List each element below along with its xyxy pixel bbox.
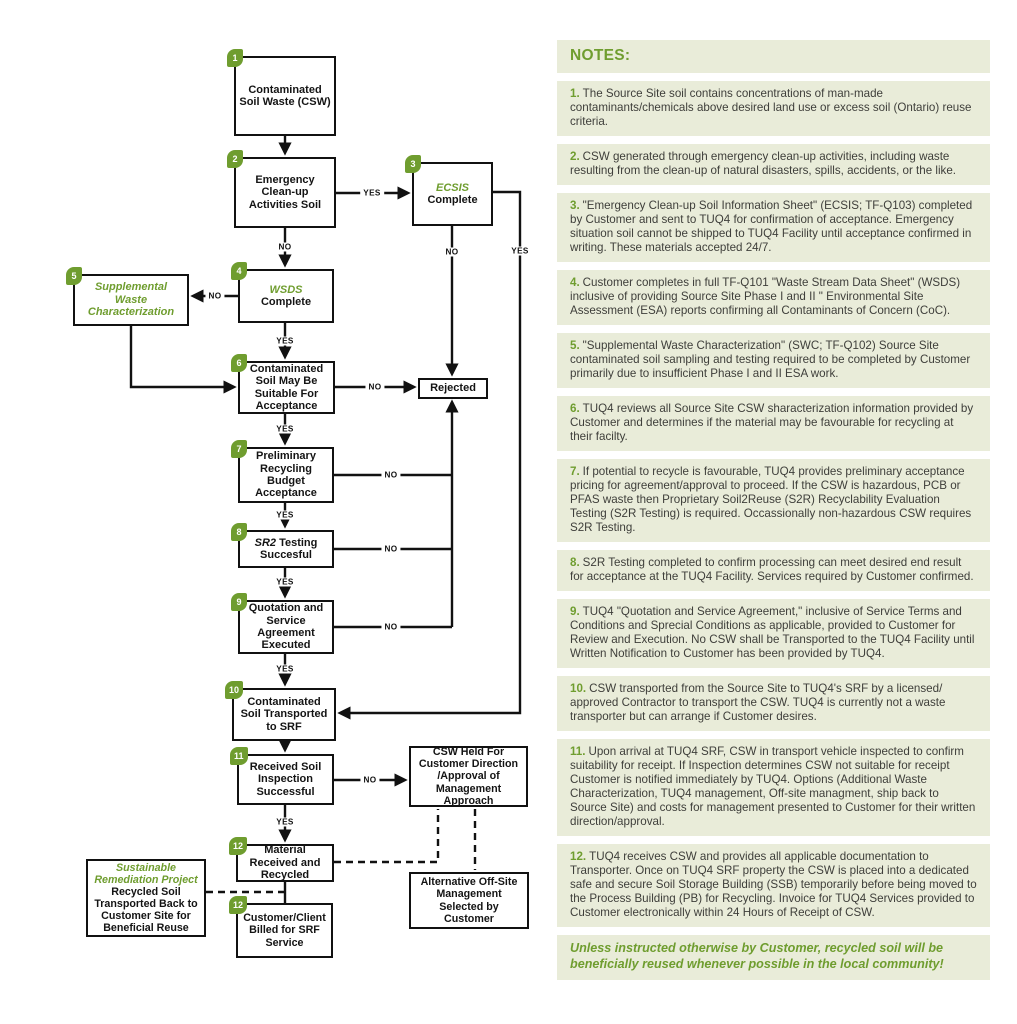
edge-label-yes: YES (273, 818, 297, 827)
flow-box-label: CSW Held For Customer Direction /Approval of Management Approach (418, 746, 519, 807)
note-number: 5. (570, 338, 580, 352)
edge-label-yes: YES (273, 578, 297, 587)
edge-label-yes: YES (273, 665, 297, 674)
note-item (557, 396, 990, 451)
flow-box-label: Complete (260, 296, 312, 308)
step-badge: 1 (227, 49, 243, 67)
edge-label-yes: YES (360, 189, 384, 198)
note-text: S2R Testing completed to confirm processing can meet desired end result for acceptance at the TUQ4 Facility. Services required by Customer confirmed. (570, 556, 974, 584)
step-badge: 5 (66, 267, 82, 285)
flow-box-label-rest: Testing Succesful (260, 536, 318, 561)
flow-box-label: Contaminated Soil May Be Suitable For Acceptance (249, 362, 324, 412)
note-item (557, 459, 990, 542)
step-badge: 7 (231, 440, 247, 458)
step-badge: 12 (229, 837, 247, 855)
flow-box-accent-label: ECSIS (435, 181, 469, 194)
edge-label-no: NO (360, 776, 379, 785)
flow-box-alternative-offsite (409, 872, 529, 929)
note-text: TUQ4 reviews all Source Site CSW sharacterization information provided by Customer and determines if the material may be favourable for recycling at their facilty. (570, 401, 974, 444)
flow-box-soil-transported-to-srf (229, 684, 336, 741)
note-text: "Supplemental Waste Characterization" (SWC; TF-Q102) Source Site contaminated soil sampling and testing required to be completed by Customer primarily due to insufficient Phase I and II ESA work. (570, 338, 971, 380)
note-text: Customer completes in full TF-Q101 "Waste Stream Data Sheet" (WSDS) inclusive of providing Source Site Phase I and II " Environmental Site Assessment (ESA) reports confirming all Contaminants of Concern (CoC). (570, 275, 961, 317)
flow-box-label: Contaminated Soil Transported to SRF (240, 695, 328, 733)
flow-box-label: Complete (427, 194, 478, 206)
note-item (557, 81, 990, 136)
edge-label-no: NO (381, 471, 400, 480)
flow-box-label: Quotation and Service Agreement Executed (248, 602, 324, 652)
edge-label-no: NO (205, 292, 224, 301)
flow-box-label: Recycled Soil Transported Back to Customer Site for Beneficial Reuse (94, 885, 198, 935)
flow-box-accent-label: Supplemental Waste Characterization (87, 281, 175, 319)
edge-label-no: NO (442, 248, 461, 257)
edge-label-yes: YES (273, 511, 297, 520)
step-badge: 8 (231, 523, 247, 541)
flow-box-label: Contaminated Soil Waste (CSW) (239, 83, 331, 108)
note-text: "Emergency Clean-up Soil Information Sheet" (ECSIS; TF-Q103) completed by Customer and sent to TUQ4 for confirmation of acceptance. Emergency situation soil cannot be shipped to TUQ4 Facility until acceptance confirmed in writing. These materials accepted 24/7. (570, 198, 973, 254)
step-badge: 9 (231, 593, 247, 611)
edge-label-no: NO (275, 243, 294, 252)
step-badge: 6 (231, 354, 247, 372)
note-number: 10. (570, 682, 587, 696)
note-text: Upon arrival at TUQ4 SRF, CSW in transport vehicle inspected to confirm suitability for receipt. If Inspection determines CSW not suitable for receipt Customer is notified immediately by TUQ4. Options (Additional Waste Characterization, TUQ4 management, Off-site managment, ship back to Source Site) and costs for management presented to Customer for their written direction/approval. (570, 745, 976, 829)
note-item (557, 739, 990, 836)
note-number: 4. (570, 275, 580, 289)
flow-box-suitable-for-acceptance (236, 357, 335, 414)
note-number: 12. (570, 850, 587, 864)
flow-box-received-soil-inspection (234, 750, 334, 805)
note-number: 2. (570, 149, 580, 163)
step-badge: 3 (405, 155, 421, 173)
flow-box-accent-label: Sustainable Remediation Project (94, 861, 198, 886)
flow-box-label (243, 537, 329, 562)
edge-label-yes: YES (273, 337, 297, 346)
note-number: 8. (570, 556, 580, 570)
edge-label-no: NO (365, 383, 384, 392)
flow-box-contaminated-soil-waste (232, 52, 336, 136)
flow-box-csw-held (409, 746, 528, 807)
note-text: TUQ4 "Quotation and Service Agreement," inclusive of Service Terms and Conditions and Sprecial Conditions as applicable, provided to Customer for Review and Execution. No CSW shall be Transported to the TUQ4 Facility until Written Notification to Customer has been provided by TUQ4. (570, 605, 975, 661)
note-number: 11. (570, 745, 586, 759)
step-badge: 10 (225, 681, 243, 699)
edge-label-no: NO (381, 545, 400, 554)
flow-box-sr2-testing (236, 526, 334, 568)
note-text: CSW transported from the Source Site to TUQ4's SRF by a licensed/ approved Contractor to transport the CSW. TUQ4 is currently not a waste transporter but can arrange if Customer desires. (570, 682, 946, 724)
note-number: 7. (570, 465, 580, 479)
flow-box-label: Alternative Off-Site Management Selected by Customer (420, 876, 518, 925)
note-item (557, 270, 990, 325)
notes-footer: Unless instructed otherwise by Customer, recycled soil will be beneficially reused whenever possible in the local community! (557, 935, 990, 979)
note-text: The Source Site soil contains concentrations of man-made contaminants/chemicals above desired land use or excess soil (Ontario) reuse criteria. (570, 86, 972, 128)
flow-box-italic-label: SR2 (254, 536, 277, 549)
flow-box-wsds-complete (236, 265, 334, 323)
flow-box-emergency-cleanup (232, 153, 336, 228)
flow-box-label: Emergency Clean-up Activities Soil (248, 173, 322, 211)
note-item (557, 676, 990, 731)
note-number: 9. (570, 605, 580, 619)
flow-box-material-received-recycled (233, 840, 334, 882)
note-text: If potential to recycle is favourable, TUQ4 provides preliminary acceptance pricing for agreement/approval to proceed. If the CSW is hazardous, PCB or PFAS waste then Proprietary Soil2Reuse (S2R) Recyclability Evaluation Testing (S2R Testing) is required. Occassionally non-hazardous CSW requires S2R Testing. (570, 465, 972, 535)
flow-box-label: Received Soil Inspection Successful (249, 760, 322, 798)
step-badge: 2 (227, 150, 243, 168)
note-item (557, 550, 990, 591)
flow-box-supplemental-waste-characterization (71, 270, 189, 326)
edge-label-yes: YES (508, 247, 532, 256)
step-badge: 11 (230, 747, 248, 765)
step-badge: 4 (231, 262, 247, 280)
flow-box-quotation-agreement (236, 596, 334, 654)
flow-box-sustainable-remediation (86, 859, 206, 937)
edge-label-no: NO (381, 623, 400, 632)
flow-box-label: Customer/Client Billed for SRF Service (243, 912, 326, 949)
flow-box-preliminary-budget-acceptance (236, 443, 334, 503)
note-number: 3. (570, 198, 580, 212)
step-badge: 12 (229, 896, 247, 914)
notes-title: NOTES: (557, 40, 990, 73)
note-number: 6. (570, 401, 580, 415)
flow-box-rejected (418, 378, 488, 399)
note-number: 1. (570, 86, 580, 100)
flow-box-label: Rejected (430, 382, 476, 395)
edge-label-yes: YES (273, 425, 297, 434)
note-text: CSW generated through emergency clean-up activities, including waste resulting from the clean-up of natural disasters, spills, accidents, or the like. (570, 149, 956, 177)
note-item (557, 844, 990, 927)
flow-box-customer-billed (233, 899, 333, 958)
note-text: TUQ4 receives CSW and provides all applicable documentation to Transporter. Once on TUQ4 SRF property the CSW is placed into a dedicated safe and secure Soil Storage Building (SSB) temporarily before being moved to the Process Building (PB) for Recycling. Invoice for TUQ4 Services provided to Customer electronically within 24 Hours of Receipt of CSW. (570, 850, 977, 920)
flow-box-label: Preliminary Recycling Budget Acceptance (255, 450, 317, 500)
note-item (557, 599, 990, 668)
note-item (557, 333, 990, 388)
notes-panel (557, 40, 990, 980)
flow-box-accent-label: WSDS (269, 283, 303, 296)
note-item (557, 144, 990, 185)
flow-box-label: Material Received and Recycled (249, 844, 321, 882)
flow-box-ecsis-complete (410, 158, 493, 226)
note-item (557, 193, 990, 262)
